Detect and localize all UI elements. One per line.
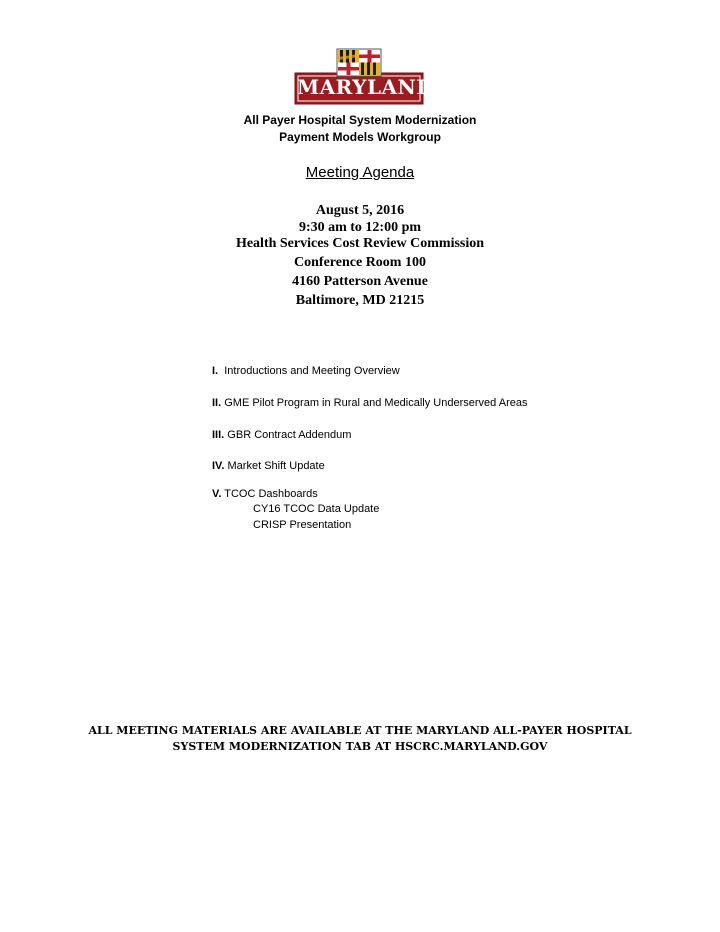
agenda-item-5 xyxy=(212,488,318,500)
maryland-logo xyxy=(293,48,435,106)
agenda-item-text: Introductions and Meeting Overview xyxy=(224,365,400,377)
agenda-item-text: Market Shift Update xyxy=(227,460,325,472)
agenda-item-text: GME Pilot Program in Rural and Medically Underserved Areas xyxy=(224,397,528,409)
materials-notice-line1: ALL MEETING MATERIALS ARE AVAILABLE AT THE MARYLAND ALL-PAYER HOSPITAL xyxy=(88,724,632,737)
materials-notice-line2: SYSTEM MODERNIZATION TAB AT HSCRC.MARYLAND.GOV xyxy=(172,740,548,753)
page-title: Meeting Agenda xyxy=(305,164,415,181)
agenda-subitem-2: CRISP Presentation xyxy=(253,519,352,531)
meeting-room: Conference Room 100 xyxy=(294,255,426,270)
workgroup-header-line2: Payment Models Workgroup xyxy=(279,130,441,144)
logo-wordmark: MARYLAND xyxy=(297,75,435,99)
meeting-date: August 5, 2016 xyxy=(315,203,405,218)
agenda-item-number: II. xyxy=(212,397,222,409)
agenda-item-1 xyxy=(212,365,400,377)
workgroup-header-line1: All Payer Hospital System Modernization xyxy=(243,113,477,127)
agenda-subitem-1: CY16 TCOC Data Update xyxy=(253,503,380,515)
agenda-item-2 xyxy=(212,397,527,409)
agenda-item-number: IV. xyxy=(212,460,225,472)
agenda-item-number: V. xyxy=(212,488,222,500)
agenda-item-number: I. xyxy=(212,365,219,377)
agenda-item-text: TCOC Dashboards xyxy=(224,488,318,500)
meeting-time: 9:30 am to 12:00 pm xyxy=(298,220,422,235)
agenda-item-number: III. xyxy=(212,429,225,441)
meeting-city: Baltimore, MD 21215 xyxy=(295,293,425,308)
agenda-item-3 xyxy=(212,429,351,441)
meeting-organization: Health Services Cost Review Commission xyxy=(235,236,485,251)
meeting-street: 4160 Patterson Avenue xyxy=(292,274,428,289)
agenda-item-text: GBR Contract Addendum xyxy=(227,429,352,441)
agenda-item-4 xyxy=(212,460,325,472)
